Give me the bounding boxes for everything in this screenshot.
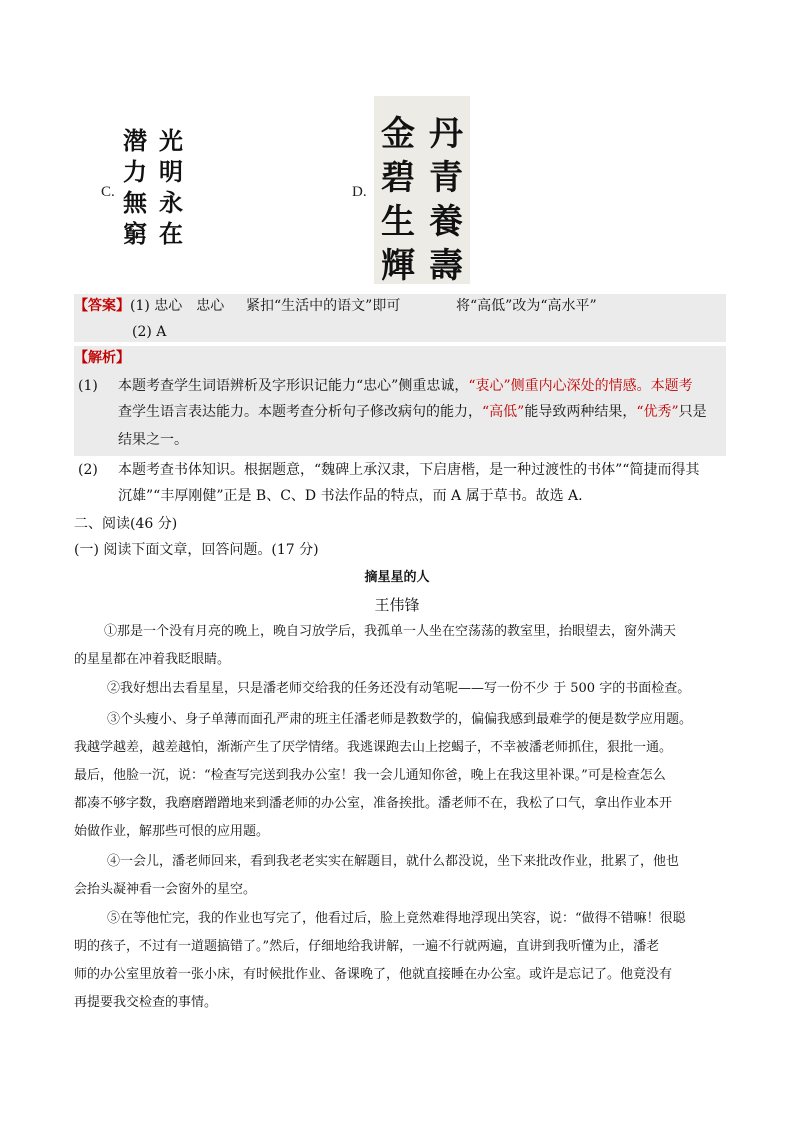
section-heading: 二、阅读(46 分) <box>74 516 178 532</box>
analysis-p2-number: (2) <box>78 462 98 478</box>
analysis-text-red: “衷心”侧重内心深处的情感。本题考 <box>468 378 693 394</box>
article-p3-line-4: 都凑不够字数，我磨磨蹭蹭地来到潘老师的办公室，准备挨批。潘老师不在，我松了口气，拿出作业本开 <box>74 796 673 811</box>
calligraphy-d-left-column <box>376 112 420 288</box>
answer-part-2: 紧扣“生活中的语文”即可 <box>246 298 401 314</box>
analysis-text: 查学生语言表达能力。本题考查分析句子修改病句的能力， <box>118 404 482 420</box>
answer-line-1 <box>74 296 224 316</box>
calligraphy-char: 永 <box>159 188 183 217</box>
answer-part-1: (1) 忠心 忠心 <box>130 298 225 314</box>
analysis-text-red: “优秀” <box>636 404 679 420</box>
calligraphy-char: 碧 <box>381 158 415 198</box>
calligraphy-char: 無 <box>123 188 147 217</box>
analysis-text-red: “高低” <box>482 404 525 420</box>
answer-tag: 【答案】 <box>74 298 130 314</box>
article-p4-line-2: 会抬头凝神看一会窗外的星空。 <box>74 882 257 897</box>
calligraphy-char: 養 <box>429 202 463 242</box>
calligraphy-char: 青 <box>429 158 463 198</box>
analysis-p1-number: (1) <box>78 378 98 394</box>
calligraphy-char: 壽 <box>429 246 463 286</box>
article-p5-line-3: 师的办公室里放着一张小床，有时候批作业、备课晚了，他就直接睡在办公室。或许是忘记了。他竟没有 <box>74 967 673 982</box>
calligraphy-char: 光 <box>159 126 183 155</box>
article-p3-line-1: ③个头瘦小、身子单薄而面孔严肃的班主任潘老师是教数学的，偏偏我感到最难学的便是数学应用题。 <box>107 712 693 727</box>
article-p5-line-1: ⑤在等他忙完，我的作业也写完了，他看过后，脸上竟然难得地浮现出笑容，说：“做得不错嘛！很聪 <box>107 911 686 926</box>
answer-part-3: 将“高低”改为“高水平” <box>456 298 597 314</box>
analysis-tag: 【解析】 <box>74 350 130 366</box>
calligraphy-image-c <box>118 125 190 255</box>
article-p4-line-1: ④一会儿，潘老师回来，看到我老老实实在解题目，就什么都没说，坐下来批改作业，批累了，他也 <box>107 854 680 869</box>
calligraphy-char: 丹 <box>429 114 463 154</box>
article-p1-line-1: ①那是一个没有月亮的晚上，晚自习放学后，我孤单一人坐在空荡荡的教室里，抬眼望去，窗外满天 <box>104 624 677 639</box>
article-title: 摘星星的人 <box>364 570 430 585</box>
article-p3-line-5: 始做作业，解那些可恨的应用题。 <box>74 824 270 839</box>
calligraphy-d-right-column <box>424 112 468 288</box>
article-p3-line-2: 我越学越差，越差越怕，渐渐产生了厌学情绪。我逃课跑去山上挖蝎子，不幸被潘老师抓住，狠批一通。 <box>74 740 673 755</box>
answer-line-2: (2) A <box>132 324 167 340</box>
calligraphy-char: 潜 <box>123 126 147 155</box>
calligraphy-char: 生 <box>381 202 415 242</box>
analysis-p1-line-1 <box>118 376 693 396</box>
section-subheading: (一) 阅读下面文章，回答问题。(17 分) <box>74 542 319 558</box>
calligraphy-c-left-column <box>120 125 150 249</box>
calligraphy-char: 明 <box>159 157 183 186</box>
analysis-text: 能导致两种结果， <box>524 404 637 420</box>
article-p5-line-4: 再提要我交检查的事情。 <box>74 995 218 1010</box>
analysis-text: 只是 <box>678 404 707 420</box>
analysis-p2-line-1: 本题考查书体知识。根据题意，“魏碑上承汉隶，下启唐楷，是一种过渡性的书体”“简捷而得其 <box>118 462 700 478</box>
calligraphy-char: 輝 <box>381 246 415 286</box>
calligraphy-char: 力 <box>123 157 147 186</box>
article-p5-line-2: 明的孩子，不过有一道题搞错了。”然后，仔细地给我讲解，一遍不行就两遍，直讲到我听懂为止，潘老 <box>74 939 660 954</box>
article-p1-line-2: 的星星都在冲着我眨眼睛。 <box>74 652 231 667</box>
analysis-p2-line-2: 沉雄”“丰厚刚健”正是 B、C、D 书法作品的特点，而 A 属于草书。故选 A. <box>118 488 583 504</box>
analysis-text: 本题考查学生词语辨析及字形识记能力“忠心”侧重忠诚， <box>118 378 469 394</box>
calligraphy-char: 窮 <box>123 219 147 248</box>
analysis-p1-line-3: 结果之一。 <box>118 432 188 448</box>
calligraphy-char: 金 <box>381 114 415 154</box>
calligraphy-c-right-column <box>156 125 186 249</box>
article-p3-line-3: 最后，他脸一沉，说：“检查写完送到我办公室！我一会儿通知你爸，晚上在我这里补课。”可是检查怎么 <box>74 768 666 783</box>
calligraphy-image-d <box>374 96 470 284</box>
option-c-label: C. <box>101 184 115 200</box>
article-p2-line-1: ②我好想出去看星星，只是潘老师交给我的任务还没有动笔呢——写一份不少 于 500 字的书面检查。 <box>107 681 691 696</box>
calligraphy-char: 在 <box>159 219 183 248</box>
analysis-p1-line-2 <box>118 402 707 422</box>
option-d-label: D. <box>352 184 367 200</box>
article-author: 王伟锋 <box>374 596 420 614</box>
